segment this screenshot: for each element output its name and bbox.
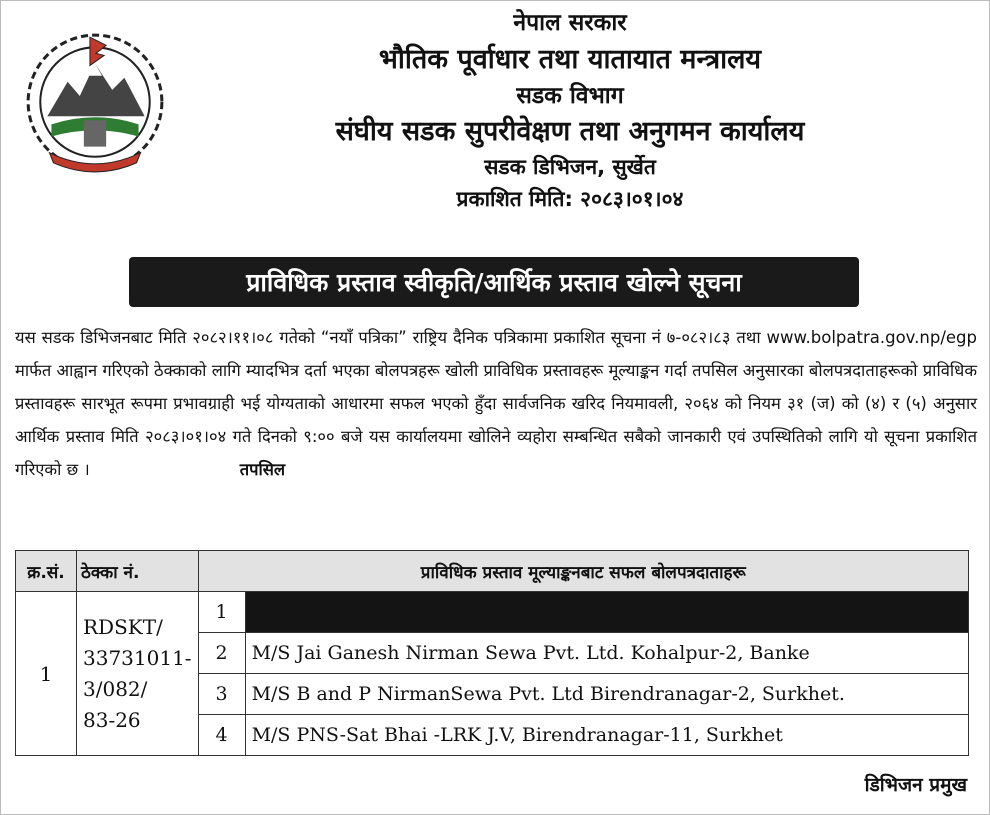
- signatory-title: डिभिजन प्रमुख: [864, 774, 967, 796]
- contract-number-line: 33731011-: [83, 645, 192, 670]
- successful-bidders-table: [15, 550, 969, 756]
- letterhead: [171, 9, 969, 213]
- contract-number-line: 83-26: [83, 707, 141, 732]
- department-name: सडक विभाग: [516, 82, 624, 109]
- notice-paragraph: यस सडक डिभिजनबाट मिति २०८२।११।०८ गतेको “नयाँ पत्रिका” राष्ट्रिय दैनिक पत्रिकामा प्रकाशित सूचना नं ७-०८२।८३ तथा www.bolpatra.gov.np/egp मार्फत आह्वान गरिएको ठेक्काको लागि म्यादभित्र दर्ता भएका बोलपत्रहरू खोली प्राविधिक प्रस्तावहरू मूल्याङ्कन गर्दा तपसिल अनुसारका बोलपत्रदाताहरूको प्राविधिक प्रस्तावहरू सारभूत रूपमा प्रभावग्राही भई योग्यताको आधारमा सफल भएको हुँदा सार्वजनिक खरिद नियमावली, २०६४ को नियम ३१ (ज) को (४) र (५) अनुसार आर्थिक प्रस्ताव मिति २०८३।०१।०४ गते दिनको ९:०० बजे यस कार्यालयमा खोलिने व्यहोरा सम्बन्धित सबैको जानकारी एवं उपस्थितिको लागि यो सूचना प्रकाशित गरिएको छ ।: [15, 328, 977, 479]
- contract-number: [77, 592, 199, 756]
- ministry-name: भौतिक पूर्वाधार तथा यातायात मन्त्रालय: [378, 43, 762, 75]
- header-contract-no: ठेक्का नं.: [77, 551, 199, 592]
- contract-number-line: RDSKT/: [83, 614, 163, 639]
- government-name: नेपाल सरकार: [513, 10, 627, 36]
- division-name: सडक डिभिजन, सुर्खेत: [484, 155, 656, 179]
- bidder-name: M/S Jai Ganesh Nirman Sewa Pvt. Ltd. Kohalpur-2, Banke: [245, 633, 968, 674]
- bidder-name: M/S B and P NirmanSewa Pvt. Ltd Birendranagar-2, Surkhet.: [245, 674, 968, 715]
- office-name: संघीय सडक सुपरीवेक्षण तथा अनुगमन कार्यालय: [335, 116, 805, 148]
- contract-number-line: 3/082/: [83, 676, 148, 701]
- schedule-label: तपसिल: [239, 460, 286, 479]
- bidder-index: 1: [198, 592, 245, 633]
- bidder-name-redacted: [245, 592, 968, 633]
- row-sn: 1: [16, 592, 77, 756]
- bidder-name: M/S PNS-Sat Bhai -LRK J.V, Birendranagar-11, Surkhet: [245, 715, 968, 756]
- bidder-index: 2: [198, 633, 245, 674]
- header-bidders: प्राविधिक प्रस्ताव मूल्याङ्कनबाट सफल बोलपत्रदाताहरू: [198, 551, 968, 592]
- bidder-index: 3: [198, 674, 245, 715]
- notice-title-banner: प्राविधिक प्रस्ताव स्वीकृति/आर्थिक प्रस्ताव खोल्ने सूचना: [129, 257, 859, 307]
- nepal-emblem-icon: [19, 23, 171, 175]
- table-row: [16, 592, 969, 633]
- published-date: प्रकाशित मिति: २०८३।०१।०४: [456, 187, 684, 212]
- table-header-row: [16, 551, 969, 592]
- bidder-index: 4: [198, 715, 245, 756]
- header-sn: क्र.सं.: [16, 551, 77, 592]
- notice-body: [15, 321, 977, 486]
